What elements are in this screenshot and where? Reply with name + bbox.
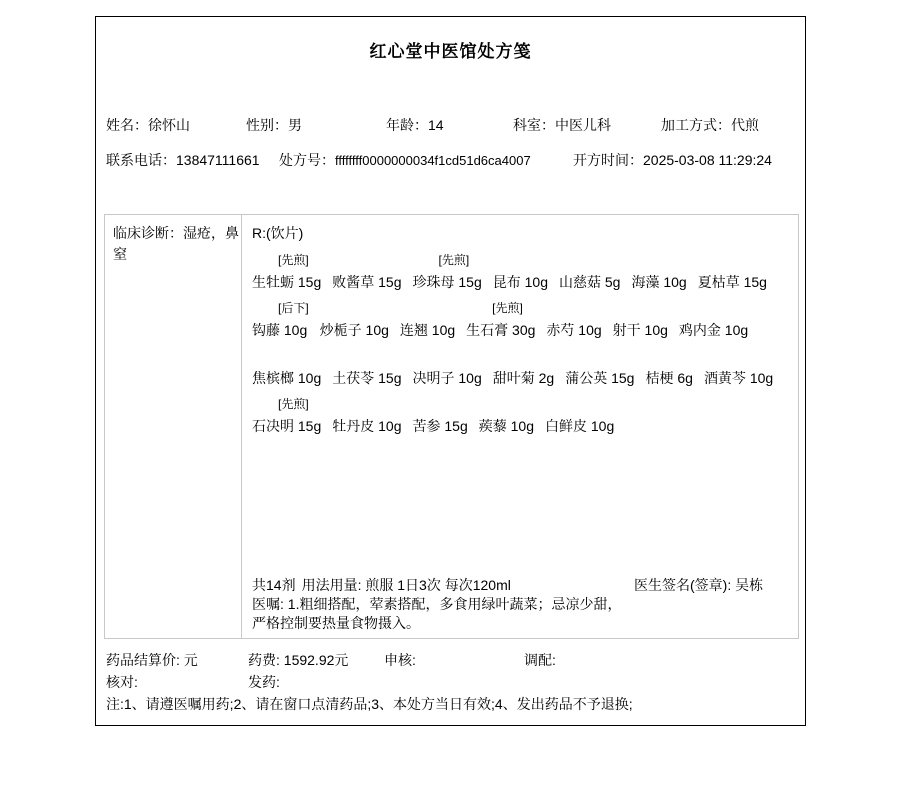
decoction-tag: [后下] [278,301,309,315]
herb-item [332,348,401,391]
herb-item [645,348,692,391]
herb-name-dose: 石决明 15g [252,418,322,434]
herb-item [565,348,634,391]
field-processing-method: 加工方式：代煎 [661,117,759,133]
herb-item [466,300,535,343]
rx-cell [242,215,798,638]
prescription-sheet [95,16,806,726]
usage-line [252,576,630,595]
herb-item [252,348,321,391]
herb-name-dose: 鸡内金 10g [678,322,749,338]
decoction-tag [546,300,601,317]
decoction-tag: [先煎] [278,253,309,267]
usage-label: 用法用量: [301,577,362,593]
herb-item [493,252,548,295]
decoction-tag [332,348,401,365]
herb-name-dose: 珍珠母 15g [412,274,482,290]
herb-item [559,252,620,295]
herb-item [413,252,482,295]
field-age: 年龄：14 [386,117,444,133]
herb-name-dose: 败酱草 15g [332,274,402,290]
herb-name-dose: 蒺藜 10g [478,418,534,434]
herb-name-dose: 钩藤 10g [252,322,308,338]
herb-item [613,300,668,343]
decoction-tag: [先煎] [438,253,470,267]
herb-row [252,348,798,391]
herb-name-dose: 连翘 10g [399,322,456,338]
herb-item [332,396,401,439]
decoction-tag [413,348,482,365]
decoction-tag [645,348,692,365]
decoction-tag [332,396,401,413]
dispense-field: 发药: [248,674,280,690]
herb-name-dose: 昆布 10g [492,274,548,290]
herb-name-dose: 决明子 10g [412,370,482,386]
doctor-signature: 医生签名(签章): 吴栋 [634,577,764,593]
herb-name-dose: 生石膏 30g [466,322,536,338]
herb-item [252,396,321,439]
herb-item [479,396,534,439]
herb-item [320,300,389,343]
herb-name-dose: 夏枯草 15g [697,274,767,290]
field-patient-name: 姓名：徐怀山 [106,117,190,133]
herb-row [252,396,798,439]
herb-item [704,348,773,391]
herb-name-dose: 炒栀子 10g [319,322,389,338]
rx-bottom-block [252,576,792,633]
decoction-tag [631,252,686,269]
decoction-tag [698,252,767,269]
field-gender: 性别：男 [246,117,302,133]
herb-name-dose: 白鲜皮 10g [545,418,615,434]
prescription-table [104,214,799,639]
decoction-tag [479,396,534,413]
herb-item [413,348,482,391]
check-field: 核对: [106,674,138,690]
herb-item [545,396,614,439]
herb-name-dose: 桔梗 6g [645,370,693,386]
decoction-tag [493,348,554,365]
decoction-tag [679,300,748,317]
herb-item [400,300,455,343]
herb-name-dose: 酒黄芩 10g [703,370,774,386]
decoction-tag [320,300,389,317]
herb-name-dose: 海藻 10g [631,274,687,290]
rx-header: R:(饮片) [252,225,304,241]
herb-item [252,300,309,343]
decoction-tag [545,396,614,413]
herb-name-dose: 生牡蛎 15g [252,274,322,290]
doctor-advice: 医嘱: 1.粗细搭配，荤素搭配，多食用绿叶蔬菜；忌凉少甜，严格控制要热量食物摄入。 [252,596,622,631]
herb-name-dose: 射干 10g [612,322,668,338]
herb-name-dose: 赤芍 10g [546,322,602,338]
usage-and-advice [252,576,630,633]
decoction-tag [332,252,401,269]
herb-name-dose: 牡丹皮 10g [332,418,402,434]
prepare-field: 调配: [524,652,556,668]
herb-item [679,300,748,343]
decoction-tag [493,252,548,269]
dose-count: 共14剂 [252,577,296,593]
usage-value: 煎服 1日3次 每次120ml [365,577,511,593]
decoction-tag [413,396,468,413]
field-department: 科室：中医儿科 [513,117,611,133]
fee-field: 药费: 1592.92元 [248,652,349,668]
herb-item [546,300,601,343]
herb-name-dose: 山慈菇 5g [559,274,621,290]
herb-item [631,252,686,295]
herb-name-dose: 蒲公英 15g [565,370,635,386]
footer-note: 注:1、请遵医嘱用药;2、请在窗口点清药品;3、本处方当日有效;4、发出药品不予退换; [106,696,633,712]
decoction-tag: [先煎] [492,301,523,315]
decoction-tag [613,300,668,317]
herb-item [413,396,468,439]
review-field: 申核: [384,652,416,668]
herb-name-dose: 苦参 15g [412,418,468,434]
herb-name-dose: 甜叶菊 2g [492,370,555,386]
page-title: 红心堂中医馆处方笺 [369,42,532,61]
herb-item [493,348,554,391]
field-prescription-no: 处方号：ffffffff0000000034f1cd51d6ca4007 [279,152,531,168]
field-issue-time: 开方时间：2025-03-08 11:29:24 [573,152,772,168]
decoction-tag [704,348,773,365]
decoction-tag: [先煎] [278,397,309,411]
herb-row [252,300,798,343]
herb-item [698,252,767,295]
field-phone: 联系电话：13847111661 [106,152,260,168]
herb-name-dose: 焦槟榔 10g [252,370,322,386]
herb-name-dose: 土茯苓 15g [332,370,402,386]
herb-item [252,252,321,295]
clinical-diagnosis-cell: 临床诊断：湿疮，鼻窒 [105,215,242,638]
decoction-tag [565,348,634,365]
decoction-tag [559,252,620,269]
settle-price-field: 药品结算价: 元 [106,652,198,668]
decoction-tag [400,300,455,317]
herb-rows [252,252,798,439]
herb-row [252,252,798,295]
herb-item [332,252,401,295]
decoction-tag [252,348,321,365]
